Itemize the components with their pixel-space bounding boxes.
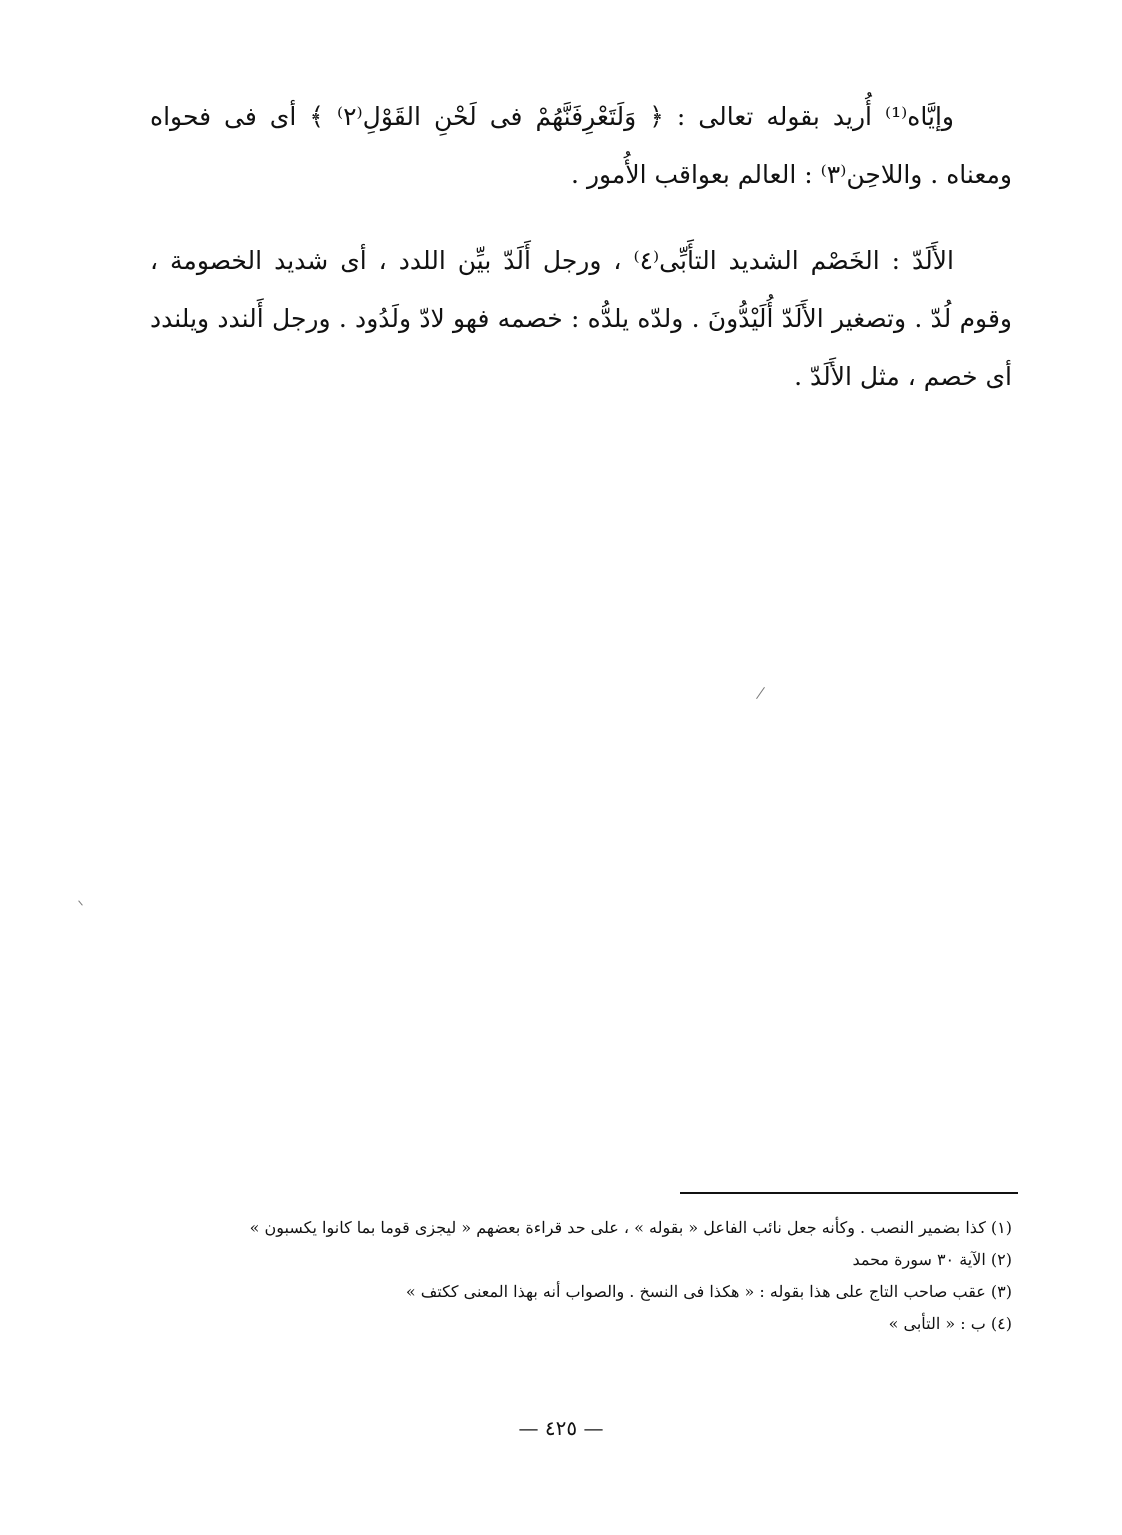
page-number: — ٤٢٥ — bbox=[518, 1416, 604, 1440]
scan-mark bbox=[756, 687, 765, 699]
main-text-body bbox=[150, 88, 1012, 406]
footnote-3: (٣) عقب صاحب التاج على هذا بقوله : « هكذا فى النسخ . والصواب أنه بهذا المعنى ككتف » bbox=[405, 1282, 1012, 1301]
footnote-1: (١) كذا بضمير النصب . وكأنه جعل نائب الفاعل « بقوله » ، على حد قراءة بعضهم « ليجزى قوما بما كانوا يكسبون » bbox=[249, 1218, 1012, 1237]
paragraph-lahn: وإيَّاه⁽¹⁾ أُريد بقوله تعالى : ﴿ وَلَتَعْرِفَنَّهُمْ فى لَحْنِ القَوْلِ⁽٢⁾ ﴾ أى فى فحواه ومعناه . واللاحِن⁽٣⁾ : العالم بعواقب الأُمور . bbox=[150, 102, 1012, 189]
scan-mark bbox=[78, 900, 83, 905]
footnotes bbox=[140, 1212, 1012, 1340]
paragraph-aladd: الأَلَدّ : الخَصْم الشديد التأَبِّى⁽٤⁾ ، ورجل أَلَدّ بيِّن اللدد ، أى شديد الخصومة ، وقوم لُدّ . وتصغير الأَلَدّ أُلَيْدُّونَ . ولدّه يلدُّه : خصمه فهو لادّ ولَدُود . ورجل أَلندد ويلندد أى خصم ، مثل الأَلَدّ . bbox=[150, 246, 1012, 391]
footnote-separator bbox=[680, 1192, 1018, 1194]
footnote-2: (٢) الآية ٣٠ سورة محمد bbox=[852, 1250, 1012, 1269]
footnote-4: (٤) ب : « التأبى » bbox=[888, 1314, 1012, 1333]
